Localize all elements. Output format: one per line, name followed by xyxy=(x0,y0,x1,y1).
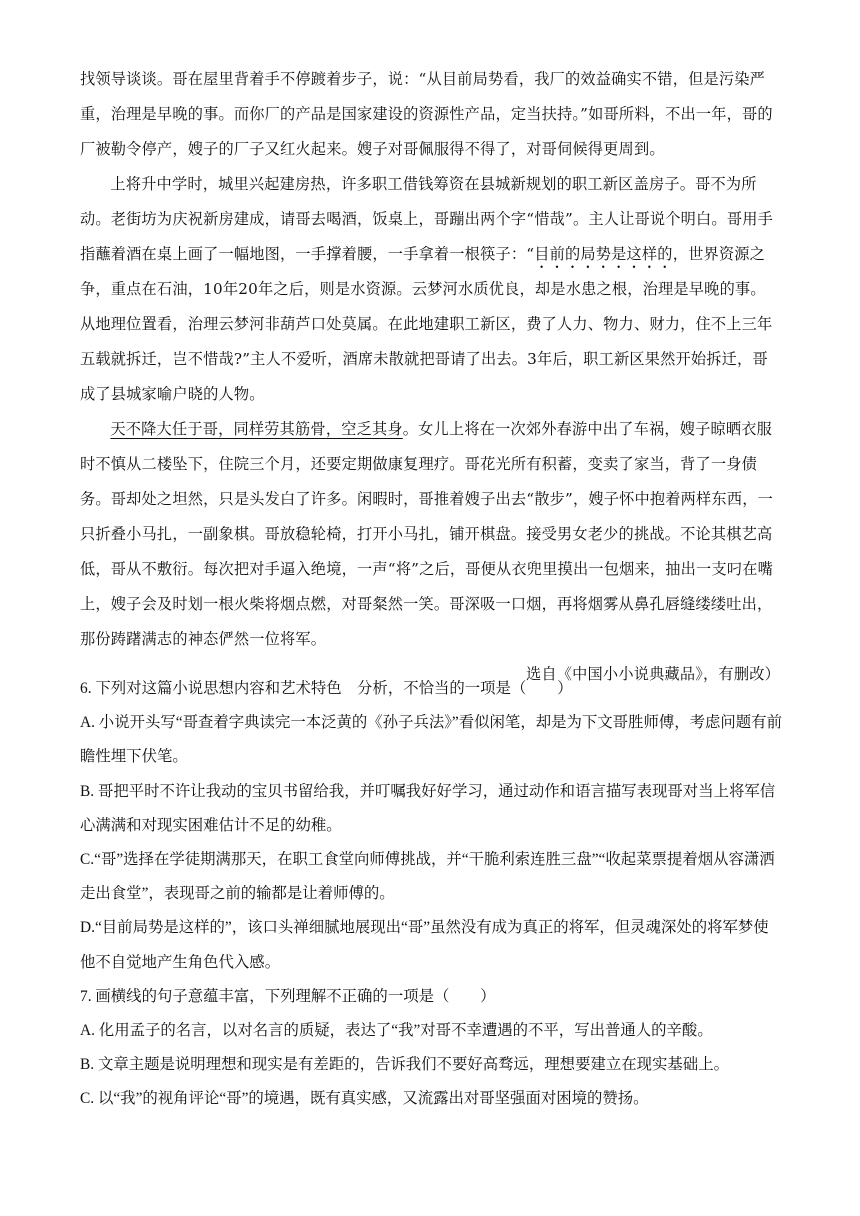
question-6-option-a: A. 小说开头写“哥查着字典读完一本泛黄的《孙子兵法》”看似闲笔，却是为下文哥胜师傅，考虑问题有前瞻性埋下伏笔。 xyxy=(80,714,782,766)
question-7-option-a: A. 化用孟子的名言，以对名言的质疑，表达了“我”对哥不幸遭遇的不平，写出普通人的辛酸。 xyxy=(80,1022,713,1040)
passage-paragraph-2-part-a: 上将升中学时，城里兴起建房热，许多职工借钱筹资在县城新规划的职工新区盖房子。哥不为所动。老街坊为庆祝新房建成，请哥去喝酒，饭桌上，哥蹦出两个字“惜哉”。主人让哥说个明白。哥用手指蘸着酒在桌上画了一幅地图，一手撑着腰，一手拿着一根筷子：“ xyxy=(80,175,773,263)
question-7-stem: 7. 画横线的句子意蕴丰富，下列理解不正确的一项是（ ） xyxy=(80,987,496,1005)
question-6-option-b: B. 哥把平时不许让我动的宝贝书留给我，并叮嘱我好好学习，通过动作和语言描写表现哥对当上将军信心满满和对现实困难估计不足的幼稚。 xyxy=(80,782,776,834)
passage-paragraph-3-rest: 。女儿上将在一次郊外春游中出了车祸，嫂子晾晒衣服时不慎从二楼坠下，住院三个月，还要定期做康复理疗。哥花光所有积蓄，变卖了家当，背了一身债务。哥却处之坦然，只是头发白了许多。闲暇时，哥推着嫂子出去“散步”，嫂子怀中抱着两样东西，一只折叠小马扎，一副象棋。哥放稳轮椅，打开小马扎，铺开棋盘。接受男女老少的挑战。不论其棋艺高低，哥从不敷衍。每次把对手逼入绝境，一声“将”之后，哥便从衣兜里摸出一包烟来，抽出一支叼在嘴上，嫂子会及时划一根火柴将烟点燃，对哥粲然一笑。哥深吸一口烟，再将烟雾从鼻孔唇缝缕缕吐出，那份踌躇满志的神态俨然一位将军。 xyxy=(80,420,773,648)
question-6-option-c: C.“哥”选择在学徒期满那天，在职工食堂向师傅挑战，并“干脆利索连胜三盘”“收起菜票提着烟从容潇洒走出食堂”，表现哥之前的输都是让着师傅的。 xyxy=(80,851,775,903)
underlined-sentence: 天不降大任于哥，同样劳其筋骨，空乏其身 xyxy=(110,420,403,438)
question-7-option-c: C. 以“我”的视角评论“哥”的境遇，既有真实感，又流露出对哥坚强面对困境的赞扬。 xyxy=(80,1090,649,1108)
emphasis-dotted-phrase: 目前的局势是这样的 xyxy=(534,245,673,263)
passage-paragraph-2-part-b: ，世界资源之争，重点在石油，10年20年之后，则是水资源。云梦河水质优良，却是水患之根，治理是早晚的事。从地理位置看，治理云梦河非葫芦口处莫属。在此地建职工新区，费了人力、物力、财力，住不上三年五载就拆迁，岂不惜哉?”主人不爱听，酒席未散就把哥请了出去。3年后，职工新区果然开始拆迁，哥成了县城家喻户晓的人物。 xyxy=(80,245,773,403)
question-list xyxy=(80,672,784,1117)
passage-source: 选自《中国小小说典藏品》，有删改） xyxy=(526,665,780,683)
question-6-stem: 6. 下列对这篇小说思想内容和艺术特色 分析，不恰当的一项是（ ） xyxy=(80,680,573,697)
passage-paragraph-1: 找领导谈谈。哥在屋里背着手不停踱着步子，说：“从目前局势看，我厂的效益确实不错，但是污染严重，治理是早晚的事。而你厂的产品是国家建设的资源性产品，定当扶持。”如哥所料，不出一年，哥的厂被勒令停产，嫂子的厂子又红火起来。嫂子对哥佩服得不得了，对哥伺候得更周到。 xyxy=(80,70,773,158)
question-6-option-d: D.“目前局势是这样的”，该口头禅细腻地展现出“哥”虽然没有成为真正的将军，但灵魂深处的将军梦使他不自觉地产生角色代入感。 xyxy=(80,919,769,971)
story-passage xyxy=(80,62,780,692)
passage-paragraph-3 xyxy=(80,412,780,657)
passage-paragraph-2 xyxy=(80,167,780,412)
question-7-option-b: B. 文章主题是说明理想和现实是有差距的，告诉我们不要好高骛远，理想要建立在现实基础上。 xyxy=(80,1056,729,1074)
